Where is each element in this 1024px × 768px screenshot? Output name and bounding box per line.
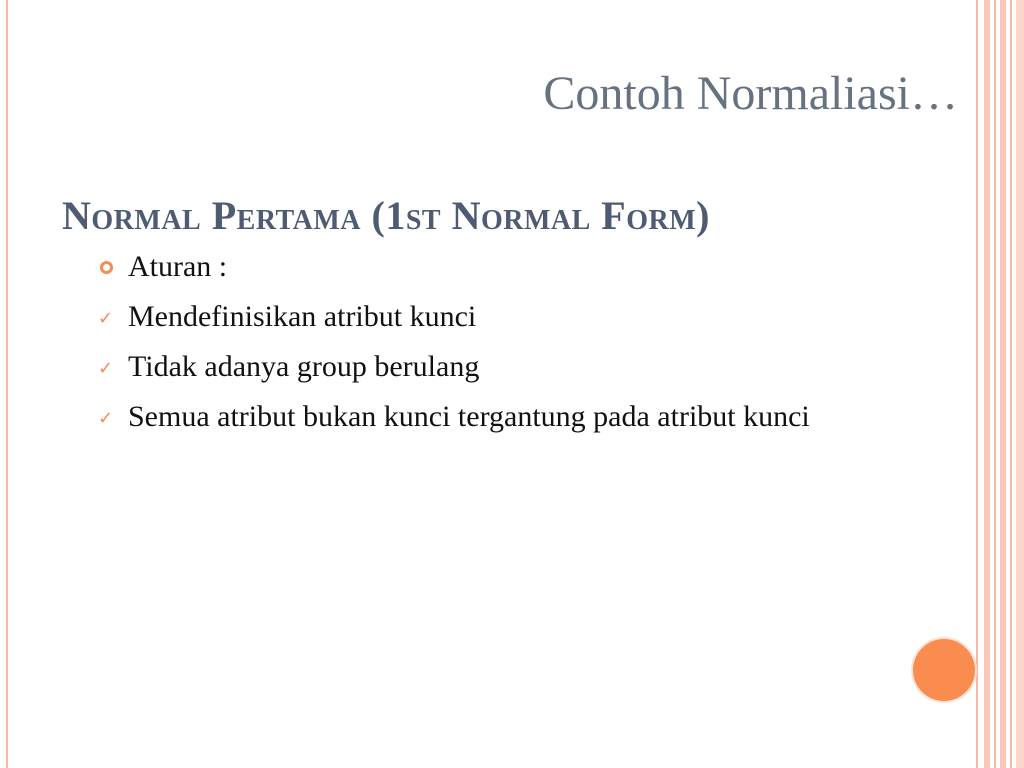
- bullet-item: [98, 400, 978, 434]
- slide-subtitle: Normal Pertama (1st Normal Form): [62, 193, 710, 238]
- right-stripe: [1000, 0, 1006, 768]
- bullet-item: [98, 300, 978, 334]
- checkmark-icon: ✓: [98, 358, 114, 379]
- bullet-list: [98, 250, 978, 450]
- checkmark-icon: ✓: [98, 308, 114, 329]
- right-stripe: [984, 0, 990, 768]
- checkmark-icon: ✓: [98, 408, 114, 429]
- bullet-text: Semua atribut bukan kunci tergantung pada atribut kunci: [128, 400, 810, 433]
- left-border-line: [6, 0, 8, 768]
- bullet-item: [98, 350, 978, 384]
- right-stripe: [1016, 0, 1024, 768]
- bullet-text: Aturan :: [128, 250, 228, 283]
- bullet-text: Tidak adanya group berulang: [128, 350, 480, 383]
- right-stripe: [1010, 0, 1012, 768]
- orange-circle-decoration: [913, 639, 975, 701]
- right-stripe: [994, 0, 996, 768]
- bullet-item: [98, 250, 978, 284]
- slide-title: Contoh Normaliasi…: [543, 67, 958, 120]
- circle-bullet-icon: [100, 261, 113, 274]
- bullet-text: Mendefinisikan atribut kunci: [128, 300, 477, 333]
